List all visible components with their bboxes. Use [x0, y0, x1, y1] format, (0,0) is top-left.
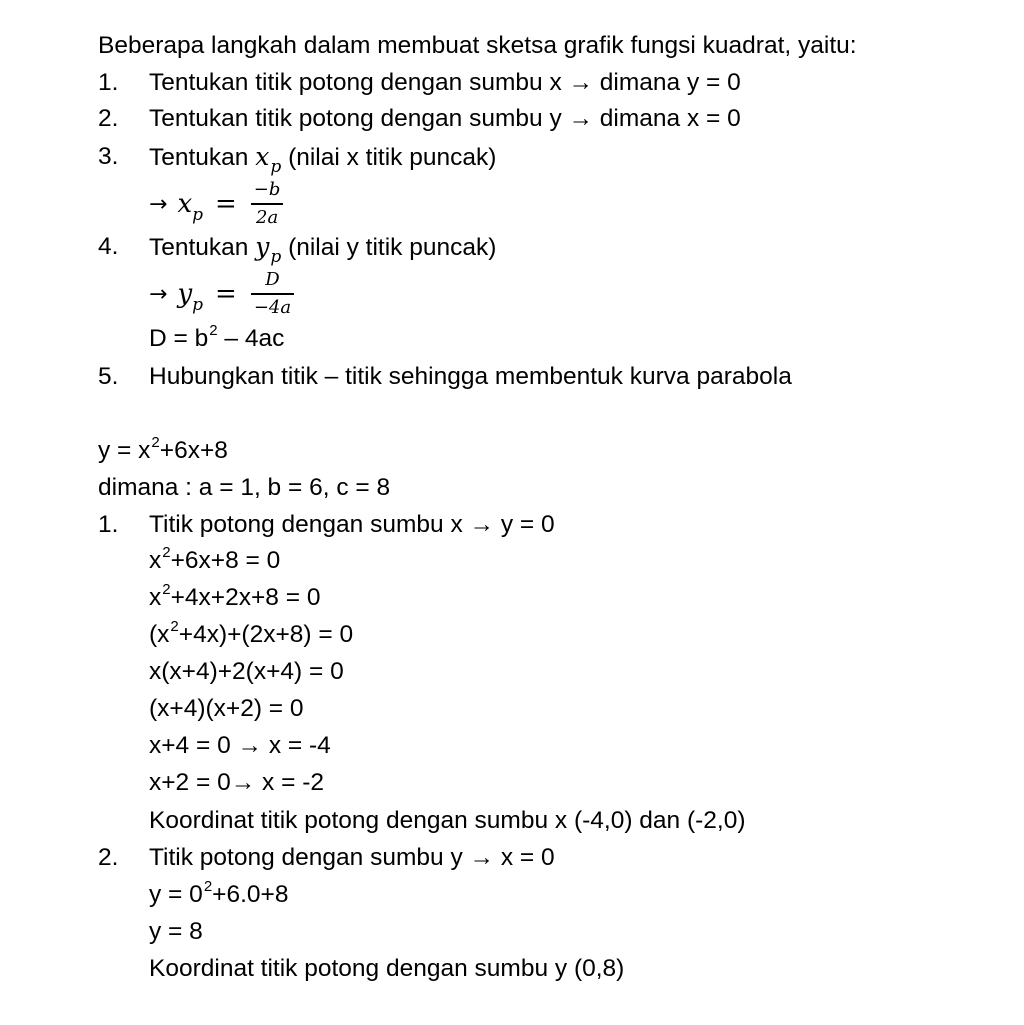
arrow-icon: → — [149, 191, 168, 217]
part-1-title: Titik potong dengan sumbu x → y = 0 — [149, 511, 555, 538]
part-2-conclusion: Koordinat titik potong dengan sumbu y (0,8) — [149, 955, 625, 982]
yp-symbol: $y_p$ — [255, 232, 282, 267]
yp-fraction: $\frac{D}{-4a}$ — [251, 269, 294, 319]
part-2-number: 2. — [98, 844, 119, 871]
part-1-line-1: $x^2+6x+8 = 0$ — [149, 544, 281, 574]
part-2-title: Titik potong dengan sumbu y → x = 0 — [149, 844, 555, 871]
discriminant-formula: $D = b^2 - 4ac$ — [149, 322, 285, 352]
xp-symbol: $x_p$ — [255, 142, 282, 177]
step-5-number: 5. — [98, 363, 119, 390]
xp-formula: → $x_p$ = $\frac{-b}{2a}$ — [149, 174, 283, 234]
step-4-number: 4. — [98, 233, 119, 260]
part-1-line-2: $x^2+4x+2x+8 = 0$ — [149, 581, 321, 611]
step-1-number: 1. — [98, 69, 119, 96]
arrow-icon: → — [149, 281, 168, 307]
part-1-conclusion: Koordinat titik potong dengan sumbu x (-4,0) dan (-2,0) — [149, 807, 746, 834]
intro-text: Beberapa langkah dalam membuat sketsa grafik fungsi kuadrat, yaitu: — [98, 32, 857, 59]
part-1-line-3: $(x^2+4x)+(2x+8) = 0$ — [149, 618, 354, 648]
coefficients-text: dimana : a = 1, b = 6, c = 8 — [98, 474, 391, 501]
yp-formula: → $y_p$ = $\frac{D}{-4a}$ — [149, 264, 294, 324]
part-1-line-4: x(x+4)+2(x+4) = 0 — [149, 658, 344, 685]
step-3-text: Tentukan $x_p$ (nilai x titik puncak) — [149, 142, 497, 177]
xp-fraction: $\frac{-b}{2a}$ — [251, 179, 284, 229]
part-2-line-1: $y = 0^2+6.0+8$ — [149, 878, 289, 908]
step-1-text: Tentukan titik potong dengan sumbu x → dimana y = 0 — [149, 69, 741, 96]
part-1-number: 1. — [98, 511, 119, 538]
step-5-text: Hubungkan titik – titik sehingga membentuk kurva parabola — [149, 363, 792, 390]
part-2-line-2: y = 8 — [149, 918, 203, 945]
part-1-line-5: (x+4)(x+2) = 0 — [149, 695, 304, 722]
quadratic-equation: $y = x^2+6x+8$ — [98, 434, 228, 464]
part-1-line-7: x+2 = 0→ x = -2 — [149, 769, 324, 796]
step-2-text: Tentukan titik potong dengan sumbu y → dimana x = 0 — [149, 105, 741, 132]
step-2-number: 2. — [98, 105, 119, 132]
step-3-number: 3. — [98, 143, 119, 170]
part-1-line-6: x+4 = 0 → x = -4 — [149, 732, 331, 759]
step-4-text: Tentukan $y_p$ (nilai y titik puncak) — [149, 232, 497, 267]
